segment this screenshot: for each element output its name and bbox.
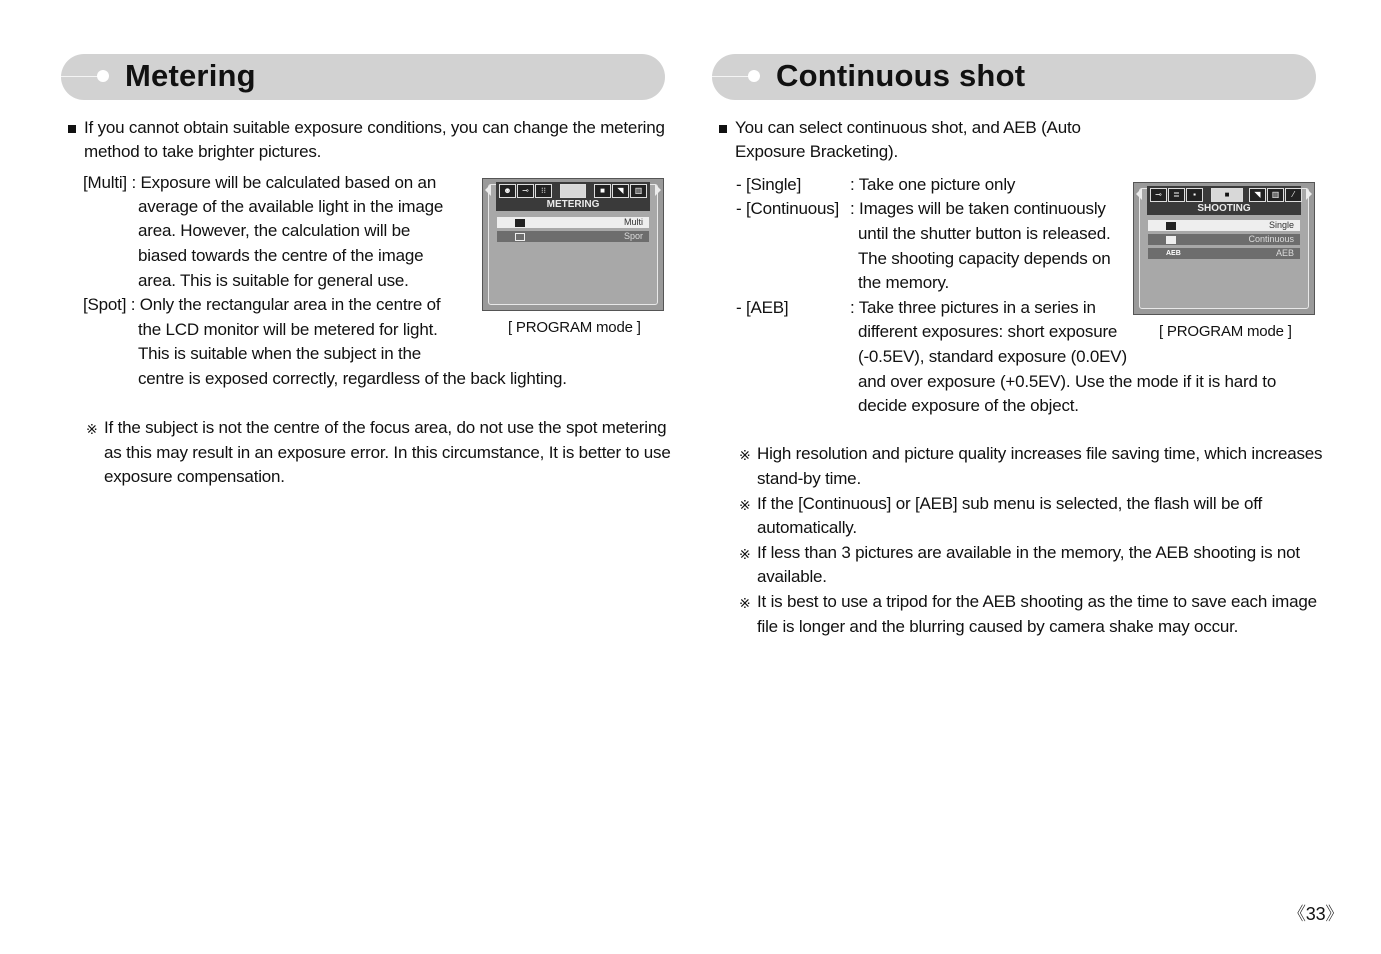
bullet-square-icon — [68, 125, 76, 133]
section-header-metering — [61, 54, 665, 100]
page-number: 《33》 — [1288, 904, 1344, 924]
screen-caption: [ PROGRAM mode ] — [1159, 323, 1292, 340]
menu-option-single — [1148, 220, 1300, 231]
multi-line-4: biased towards the centre of the image — [138, 246, 424, 265]
multi-line-2: average of the available light in the image — [138, 197, 444, 216]
menu-option-multi — [497, 217, 649, 228]
intro-line-2: method to take brighter pictures. — [84, 142, 322, 161]
note-line-2: as this may result in an exposure error. In this circumstance, It is better to use — [104, 443, 671, 462]
item-desc-aeb-5: decide exposure of the object. — [858, 396, 1079, 415]
intro-line-2: Exposure Bracketing). — [735, 142, 899, 161]
shooting-menu-screen — [1133, 182, 1315, 315]
multi-metering-icon — [515, 219, 525, 227]
tab-icon: ◥ — [612, 184, 629, 198]
menu-arrow-left-icon — [485, 184, 491, 196]
header-dot-icon — [748, 70, 760, 82]
item-desc-aeb-2: different exposures: short exposure — [858, 322, 1118, 341]
option-label: Multi — [623, 217, 643, 227]
item-desc-aeb-4: and over exposure (+0.5EV). Use the mode if it is hard to — [858, 372, 1277, 391]
intro-line-1: You can select continuous shot, and AEB (Auto — [735, 118, 1081, 137]
item-desc-aeb-3: (-0.5EV), standard exposure (0.0EV) — [858, 347, 1127, 366]
spot-metering-icon — [515, 233, 525, 241]
multi-line-5: area. This is suitable for general use. — [138, 271, 409, 290]
header-dot-icon — [97, 70, 109, 82]
reference-mark-icon: ※ — [739, 497, 751, 513]
note-4-line-1: It is best to use a tripod for the AEB shooting as the time to save each image — [757, 592, 1317, 611]
metering-menu-screen — [482, 178, 664, 311]
menu-arrow-right-icon — [1306, 188, 1312, 200]
item-label-single: - [Single] — [736, 175, 802, 194]
spot-line-4: centre is exposed correctly, regardless of the back lighting. — [138, 369, 567, 388]
tab-icon: ◥ — [1249, 188, 1266, 202]
section-title: Continuous shot — [776, 58, 1026, 93]
option-label: Spor — [623, 231, 643, 241]
tab-icon: ☻ — [499, 184, 516, 198]
tab-icon-selected — [560, 184, 586, 198]
option-label: AEB — [1275, 248, 1294, 258]
reference-mark-icon: ※ — [739, 595, 751, 611]
item-desc-single: : Take one picture only — [850, 175, 1016, 194]
tab-icon: ▪ — [1186, 188, 1203, 202]
menu-option-continuous — [1148, 234, 1300, 245]
menu-title: METERING — [496, 198, 650, 211]
section-header-continuous-shot — [712, 54, 1316, 100]
note-1-line-1: High resolution and picture quality increases file saving time, which increases — [757, 444, 1323, 463]
tab-icon-selected: ■ — [1211, 188, 1243, 202]
bullet-square-icon — [719, 125, 727, 133]
item-desc-continuous-1: : Images will be taken continuously — [850, 199, 1106, 218]
continuous-shot-icon — [1166, 236, 1176, 244]
menu-option-spot — [497, 231, 649, 242]
tab-icon: ≣ — [1168, 188, 1185, 202]
item-label-continuous: - [Continuous] — [736, 199, 840, 218]
note-4-line-2: file is longer and the blurring caused by camera shake may occur. — [757, 617, 1239, 636]
note-1-line-2: stand-by time. — [757, 469, 861, 488]
tab-icon: ⊸ — [1150, 188, 1167, 202]
multi-line-3: area. However, the calculation will be — [138, 221, 411, 240]
menu-arrow-left-icon — [1136, 188, 1142, 200]
tab-icon: ⊸ — [517, 184, 534, 198]
screen-caption: [ PROGRAM mode ] — [508, 319, 641, 336]
reference-mark-icon: ※ — [739, 546, 751, 562]
aeb-icon: AEB — [1166, 250, 1181, 257]
option-label: Continuous — [1248, 234, 1294, 244]
tab-icon: ▥ — [1267, 188, 1284, 202]
menu-tab-bar — [496, 182, 650, 198]
single-shot-icon — [1166, 222, 1176, 230]
tab-icon: ▥ — [630, 184, 647, 198]
tab-icon: ■ — [594, 184, 611, 198]
reference-mark-icon: ※ — [86, 421, 98, 437]
spot-line-3: This is suitable when the subject in the — [138, 344, 422, 363]
tab-icon: ⁄ — [1285, 188, 1302, 202]
menu-tab-bar — [1147, 186, 1301, 202]
note-3-line-1: If less than 3 pictures are available in the memory, the AEB shooting is not — [757, 543, 1300, 562]
option-label: Single — [1268, 220, 1294, 230]
multi-line-1: [Multi] : Exposure will be calculated based on an — [83, 173, 437, 192]
spot-line-2: the LCD monitor will be metered for light. — [138, 320, 438, 339]
spot-line-1: [Spot] : Only the rectangular area in the centre of — [83, 295, 441, 314]
menu-title: SHOOTING — [1147, 202, 1301, 215]
item-desc-continuous-3: The shooting capacity depends on — [858, 249, 1111, 268]
note-3-line-2: available. — [757, 567, 827, 586]
item-desc-aeb-1: : Take three pictures in a series in — [850, 298, 1096, 317]
note-2-line-1: If the [Continuous] or [AEB] sub menu is selected, the flash will be off — [757, 494, 1263, 513]
note-2-line-2: automatically. — [757, 518, 857, 537]
section-title: Metering — [125, 58, 256, 93]
intro-line-1: If you cannot obtain suitable exposure conditions, you can change the metering — [84, 118, 665, 137]
menu-arrow-right-icon — [655, 184, 661, 196]
note-line-1: If the subject is not the centre of the focus area, do not use the spot metering — [104, 418, 667, 437]
item-desc-continuous-4: the memory. — [858, 273, 950, 292]
item-label-aeb: - [AEB] — [736, 298, 789, 317]
tab-icon: ⁝⁝ — [535, 184, 552, 198]
reference-mark-icon: ※ — [739, 447, 751, 463]
note-line-3: exposure compensation. — [104, 467, 285, 486]
item-desc-continuous-2: until the shutter button is released. — [858, 224, 1111, 243]
menu-option-aeb — [1148, 248, 1300, 259]
